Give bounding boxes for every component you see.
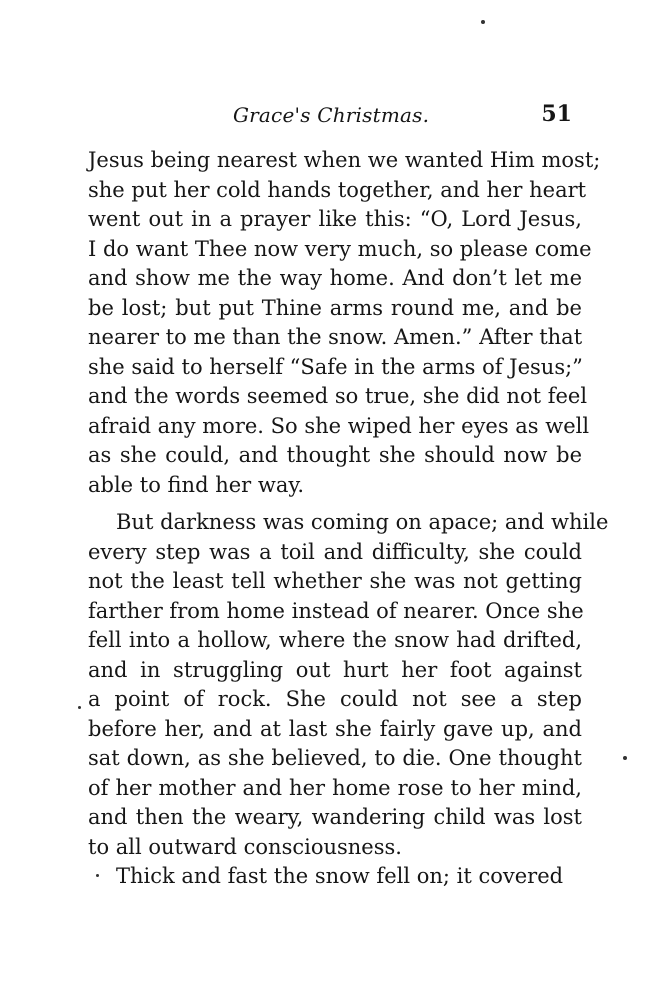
- text-line: every step was a toil and difficulty, she could: [88, 539, 582, 564]
- scan-speck: [623, 756, 627, 760]
- scan-speck: [78, 706, 81, 709]
- text-line: not the least tell whether she was not getting: [88, 569, 582, 593]
- text-line: she said to herself “Safe in the arms of Jesus;”: [88, 354, 583, 379]
- scan-speck: [481, 20, 485, 24]
- text-line: be lost; but put Thine arms round me, and be: [88, 295, 582, 320]
- text-line: and the words seemed so true, she did not feel: [88, 384, 588, 408]
- text-line: farther from home instead of nearer. Once she: [88, 598, 584, 623]
- running-title: Grace's Christmas.: [233, 103, 430, 127]
- text-line: and in struggling out hurt her foot against: [88, 657, 582, 682]
- text-line: But darkness was coming on apace; and while: [116, 510, 609, 534]
- text-line: went out in a prayer like this: “O, Lord Jesus,: [88, 207, 582, 231]
- page-number: 51: [541, 101, 572, 127]
- body-text: [88, 146, 609, 892]
- paragraph-3: [88, 862, 582, 892]
- text-line: nearer to me than the snow. Amen.” After that: [88, 325, 583, 349]
- text-line: before her, and at last she fairly gave up, and: [88, 716, 582, 741]
- scan-speck: [96, 874, 99, 877]
- text-line: able to find her way.: [88, 472, 305, 497]
- text-line: as she could, and thought she should now be: [88, 443, 582, 467]
- text-line: fell into a hollow, where the snow had drifted,: [88, 628, 582, 652]
- text-line: Thick and fast the snow fell on; it covered: [116, 864, 564, 888]
- text-line: Jesus being nearest when we wanted Him most;: [88, 148, 601, 172]
- text-line: and show me the way home. And don’t let me: [88, 266, 582, 290]
- text-line: to all outward consciousness.: [88, 834, 402, 859]
- text-line: she put her cold hands together, and her heart: [88, 177, 587, 202]
- text-line: I do want Thee now very much, so please come: [88, 236, 592, 261]
- text-line: and then the weary, wandering child was lost: [88, 805, 582, 829]
- text-line: sat down, as she believed, to die. One thought: [88, 746, 582, 770]
- paragraph-1: [88, 146, 601, 500]
- page-header: [88, 103, 578, 133]
- text-line: afraid any more. So she wiped her eyes as well: [88, 413, 590, 438]
- text-line: of her mother and her home rose to her mind,: [88, 775, 582, 800]
- text-line: a point of rock. She could not see a step: [88, 687, 582, 711]
- paragraph-2: [88, 508, 609, 862]
